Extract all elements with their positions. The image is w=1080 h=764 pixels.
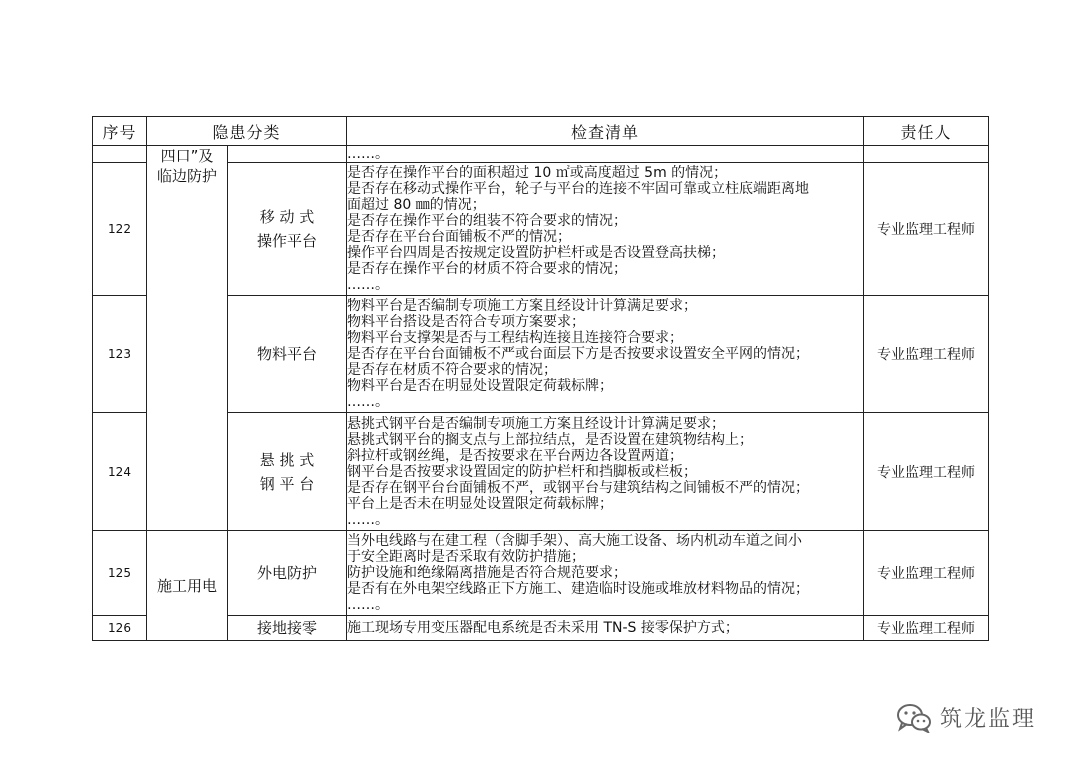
checklist-item: 于安全距离时是否采取有效防护措施； [347, 549, 586, 565]
checklist-table [92, 116, 989, 641]
watermark-text: 筑龙监理 [940, 707, 1037, 732]
header-seq: 序号 [93, 117, 147, 146]
seq-cell: 124 [93, 413, 147, 531]
responsible-cell: 专业监理工程师 [864, 413, 989, 531]
checklist-item: 是否存在操作平台的组装不符合要求的情况； [347, 213, 628, 229]
responsible-cell: 专业监理工程师 [864, 296, 989, 413]
checklist-cell [347, 163, 864, 296]
seq-cell-empty [93, 146, 147, 163]
checklist-item: 是否存在移动式操作平台，轮子与平台的连接不牢固可靠或立柱底端距离地 [347, 181, 810, 197]
subcategory-line: 悬 挑 式 [259, 450, 315, 469]
category-line: 临边防护 [156, 167, 217, 185]
watermark [896, 702, 1036, 733]
checklist-item: 是否存在平台台面铺板不严的情况； [347, 229, 572, 245]
header-responsible: 责任人 [864, 117, 989, 146]
checklist-item: 是否存在操作平台的面积超过 10 ㎡或高度超过 5m 的情况； [347, 165, 728, 181]
seq-cell: 126 [93, 616, 147, 641]
subcategory-line: 外电防护 [257, 564, 318, 582]
checklist-cell [347, 413, 864, 531]
checklist-item: 钢平台是否按要求设置固定的防护栏杆和挡脚板或栏板； [347, 463, 698, 480]
checklist-item: 悬挑式钢平台的搁支点与上部拉结点，是否设置在建筑物结构上； [347, 431, 754, 448]
checklist-item: 施工现场专用变压器配电系统是否未采用 TN-S 接零保护方式； [347, 620, 739, 636]
checklist-item: 是否存在材质不符合要求的情况； [347, 362, 558, 378]
subcategory-line: 操作平台 [257, 232, 318, 250]
checklist-item: ……。 [347, 394, 390, 410]
checklist-item: ……。 [347, 511, 390, 528]
checklist-item: 是否有在外电架空线路正下方施工、建造临时设施或堆放材料物品的情况； [347, 581, 810, 597]
seq-cell: 123 [93, 296, 147, 413]
table-row [93, 163, 989, 296]
checklist-item: 物料平台是否编制专项施工方案且经设计计算满足要求； [347, 298, 698, 314]
checklist-item: 悬挑式钢平台是否编制专项施工方案且经设计计算满足要求； [347, 415, 726, 432]
table-row-continuation [93, 146, 989, 163]
subcategory-cell [228, 616, 347, 641]
table-row [93, 296, 989, 413]
checklist-item: 是否存在平台台面铺板不严或台面层下方是否按要求设置安全平网的情况； [347, 346, 810, 362]
category-line: 四口”及 [160, 147, 214, 165]
checklist-item: 当外电线路与在建工程（含脚手架）、高大施工设备、场内机动车道之间小 [347, 533, 803, 549]
checklist-item: 是否存在钢平台台面铺板不严，或钢平台与建筑结构之间铺板不严的情况； [347, 479, 810, 496]
checklist-cell [347, 296, 864, 413]
seq-cell: 125 [93, 531, 147, 616]
checklist-item: ……。 [347, 277, 390, 293]
table-row [93, 413, 989, 531]
checklist-item: 是否存在操作平台的材质不符合要求的情况； [347, 261, 628, 277]
header-row [93, 117, 989, 146]
checklist-cell [347, 146, 864, 163]
subcategory-cell-empty [228, 146, 347, 163]
checklist-item: 操作平台四周是否按规定设置防护栏杆或是否设置登高扶梯； [347, 245, 726, 261]
table-row [93, 531, 989, 616]
subcategory-cell [228, 413, 347, 531]
responsible-cell: 专业监理工程师 [864, 616, 989, 641]
checklist-item: 防护设施和绝缘隔离措施是否符合规范要求； [347, 565, 628, 581]
table-row [93, 616, 989, 641]
header-category: 隐患分类 [147, 117, 347, 146]
checklist-item: 物料平台是否在明显处设置限定荷载标牌； [347, 378, 614, 394]
checklist-item: 面超过 80 ㎜的情况； [347, 197, 486, 213]
checklist-item: ……。 [347, 146, 390, 162]
checklist-item: 平台上是否未在明显处设置限定荷载标牌； [347, 495, 614, 512]
wechat-icon [896, 703, 932, 733]
header-checklist: 检查清单 [347, 117, 864, 146]
subcategory-cell [228, 531, 347, 616]
responsible-cell: 专业监理工程师 [864, 531, 989, 616]
checklist-cell [347, 616, 864, 641]
checklist-item: 物料平台搭设是否符合专项方案要求； [347, 314, 586, 330]
checklist-item: 斜拉杆或钢丝绳，是否按要求在平台两边各设置两道； [347, 447, 684, 464]
subcategory-line: 移 动 式 [259, 208, 315, 226]
checklist-item: 物料平台支撑架是否与工程结构连接且连接符合要求； [347, 330, 684, 346]
checklist-cell [347, 531, 864, 616]
category-cell-electricity: 施工用电 [147, 531, 228, 641]
responsible-cell: 专业监理工程师 [864, 163, 989, 296]
subcategory-line: 物料平台 [257, 345, 318, 363]
subcategory-cell [228, 163, 347, 296]
subcategory-line: 钢 平 台 [259, 474, 315, 493]
category-cell-openings [147, 146, 228, 531]
seq-cell: 122 [93, 163, 147, 296]
checklist-item: ……。 [347, 597, 390, 613]
subcategory-cell [228, 296, 347, 413]
subcategory-line: 接地接零 [257, 619, 318, 637]
responsible-cell-empty [864, 146, 989, 163]
